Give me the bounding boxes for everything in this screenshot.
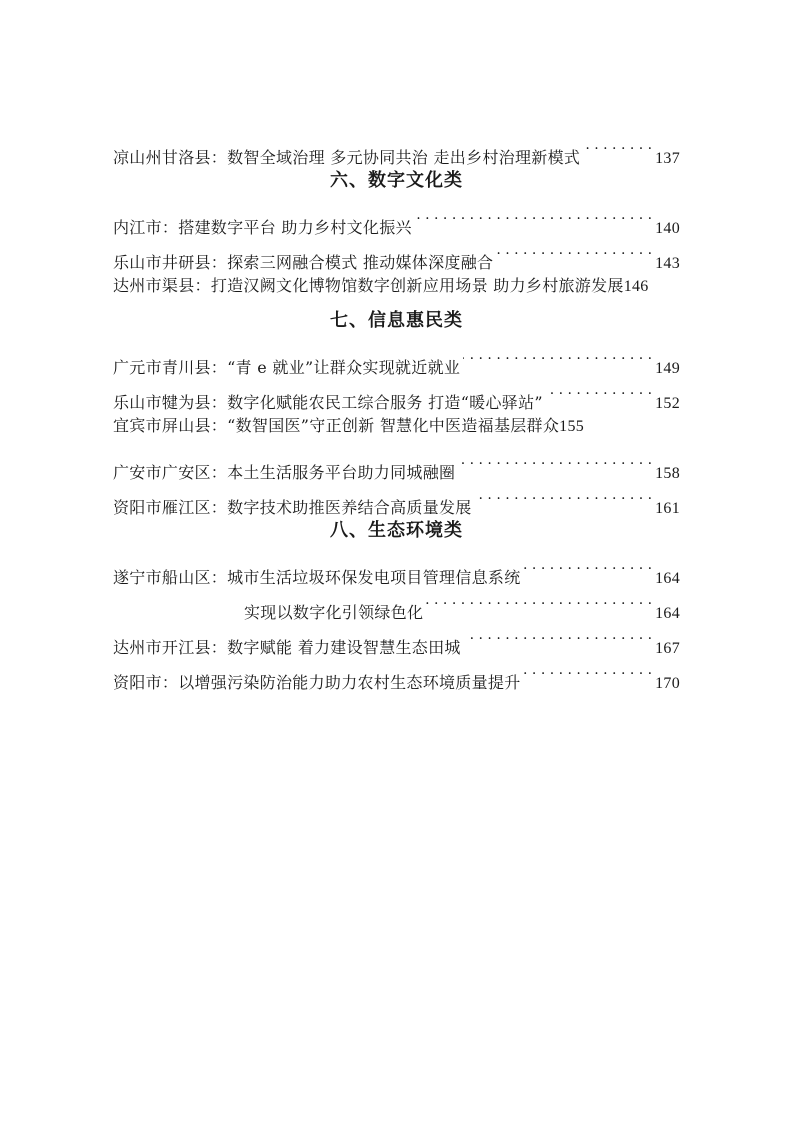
toc-dot-leader [475, 478, 652, 513]
toc-entry-page-number: 167 [655, 640, 680, 657]
toc-entry-title: 以增强污染防治能力助力农村生态环境质量提升 [178, 673, 521, 692]
section-heading: 六、数字文化类 [330, 170, 463, 191]
toc-entry-location: 乐山市犍为县： [113, 393, 228, 412]
toc-dot-leader [583, 128, 652, 163]
toc-entry[interactable] [113, 128, 680, 167]
toc-entry[interactable] [113, 548, 680, 587]
toc-entry-location: 乐山市井研县： [113, 253, 228, 272]
toc-dot-leader [415, 198, 652, 233]
toc-entry-title: “数智国医”守正创新 智慧化中医造福基层群众 [227, 416, 560, 435]
toc-entry-location: 宜宾市屏山县： [113, 416, 228, 435]
toc-entry-page-number: 140 [655, 220, 680, 237]
toc-entry-title: 数字赋能 着力建设智慧生态田城 [227, 638, 461, 657]
toc-entry-location: 广安市广安区： [113, 463, 228, 482]
toc-entry-title: 实现以数字化引领绿色化 [244, 603, 424, 622]
toc-entry-title: 打造汉阙文化博物馆数字创新应用场景 助力乡村旅游发展 [210, 276, 624, 295]
toc-entry-page-number: 164 [655, 570, 680, 587]
toc-entry-page-number: 155 [559, 418, 585, 435]
toc-entry-location: 凉山州甘洛县： [113, 148, 228, 167]
toc-entry-title: 数字技术助推医养结合高质量发展 [227, 498, 472, 517]
toc-entry-page-number: 170 [655, 675, 680, 692]
toc-entry-page-number: 152 [655, 395, 680, 412]
toc-dot-leader [496, 233, 652, 268]
toc-entry-title: 数智全域治理 多元协同共治 走出乡村治理新模式 [227, 148, 581, 167]
section-heading: 八、生态环境类 [330, 520, 463, 541]
toc-entry-title: 探索三网融合模式 推动媒体深度融合 [227, 253, 494, 272]
toc-dot-leader [458, 443, 652, 478]
toc-entry[interactable] [113, 268, 680, 303]
toc-dot-leader [524, 548, 653, 583]
table-of-contents [113, 128, 680, 692]
toc-entry[interactable] [113, 198, 680, 237]
toc-dot-leader [426, 583, 652, 618]
toc-dot-leader [524, 653, 653, 688]
toc-dot-leader [464, 618, 652, 653]
toc-entry-location: 资阳市雁江区： [113, 498, 228, 517]
toc-entry-page-number: 149 [655, 360, 680, 377]
toc-entry-page-number: 158 [655, 465, 680, 482]
toc-entry-location: 广元市青川县： [113, 358, 228, 377]
section-heading: 七、信息惠民类 [330, 310, 463, 331]
toc-entry-location: 遂宁市船山区： [113, 568, 228, 587]
toc-entry-title: 搭建数字平台 助力乡村文化振兴 [178, 218, 412, 237]
toc-entry[interactable] [113, 338, 680, 377]
toc-entry-title: 城市生活垃圾环保发电项目管理信息系统 [227, 568, 521, 587]
toc-entry-location: 资阳市： [113, 673, 179, 692]
toc-entry[interactable] [113, 408, 680, 443]
toc-entry-title: “青 e 就业”让群众实现就近就业 [227, 358, 461, 377]
toc-entry-title: 数字化赋能农民工综合服务 打造“暖心驿站” [227, 393, 543, 412]
toc-entry-page-number: 137 [655, 150, 680, 167]
toc-entry-location: 内江市： [113, 218, 179, 237]
toc-dot-leader [546, 373, 652, 408]
toc-entry-page-number: 161 [655, 500, 680, 517]
toc-entry-page-number: 146 [623, 278, 649, 295]
toc-entry[interactable] [113, 443, 680, 482]
toc-entry-page-number: 143 [655, 255, 680, 272]
toc-entry-location: 达州市开江县： [113, 638, 228, 657]
toc-entry-title: 本土生活服务平台助力同城融圈 [227, 463, 456, 482]
toc-entry-location: 达州市渠县： [113, 276, 211, 295]
toc-entry-page-number: 164 [655, 605, 680, 622]
toc-dot-leader [463, 338, 652, 373]
